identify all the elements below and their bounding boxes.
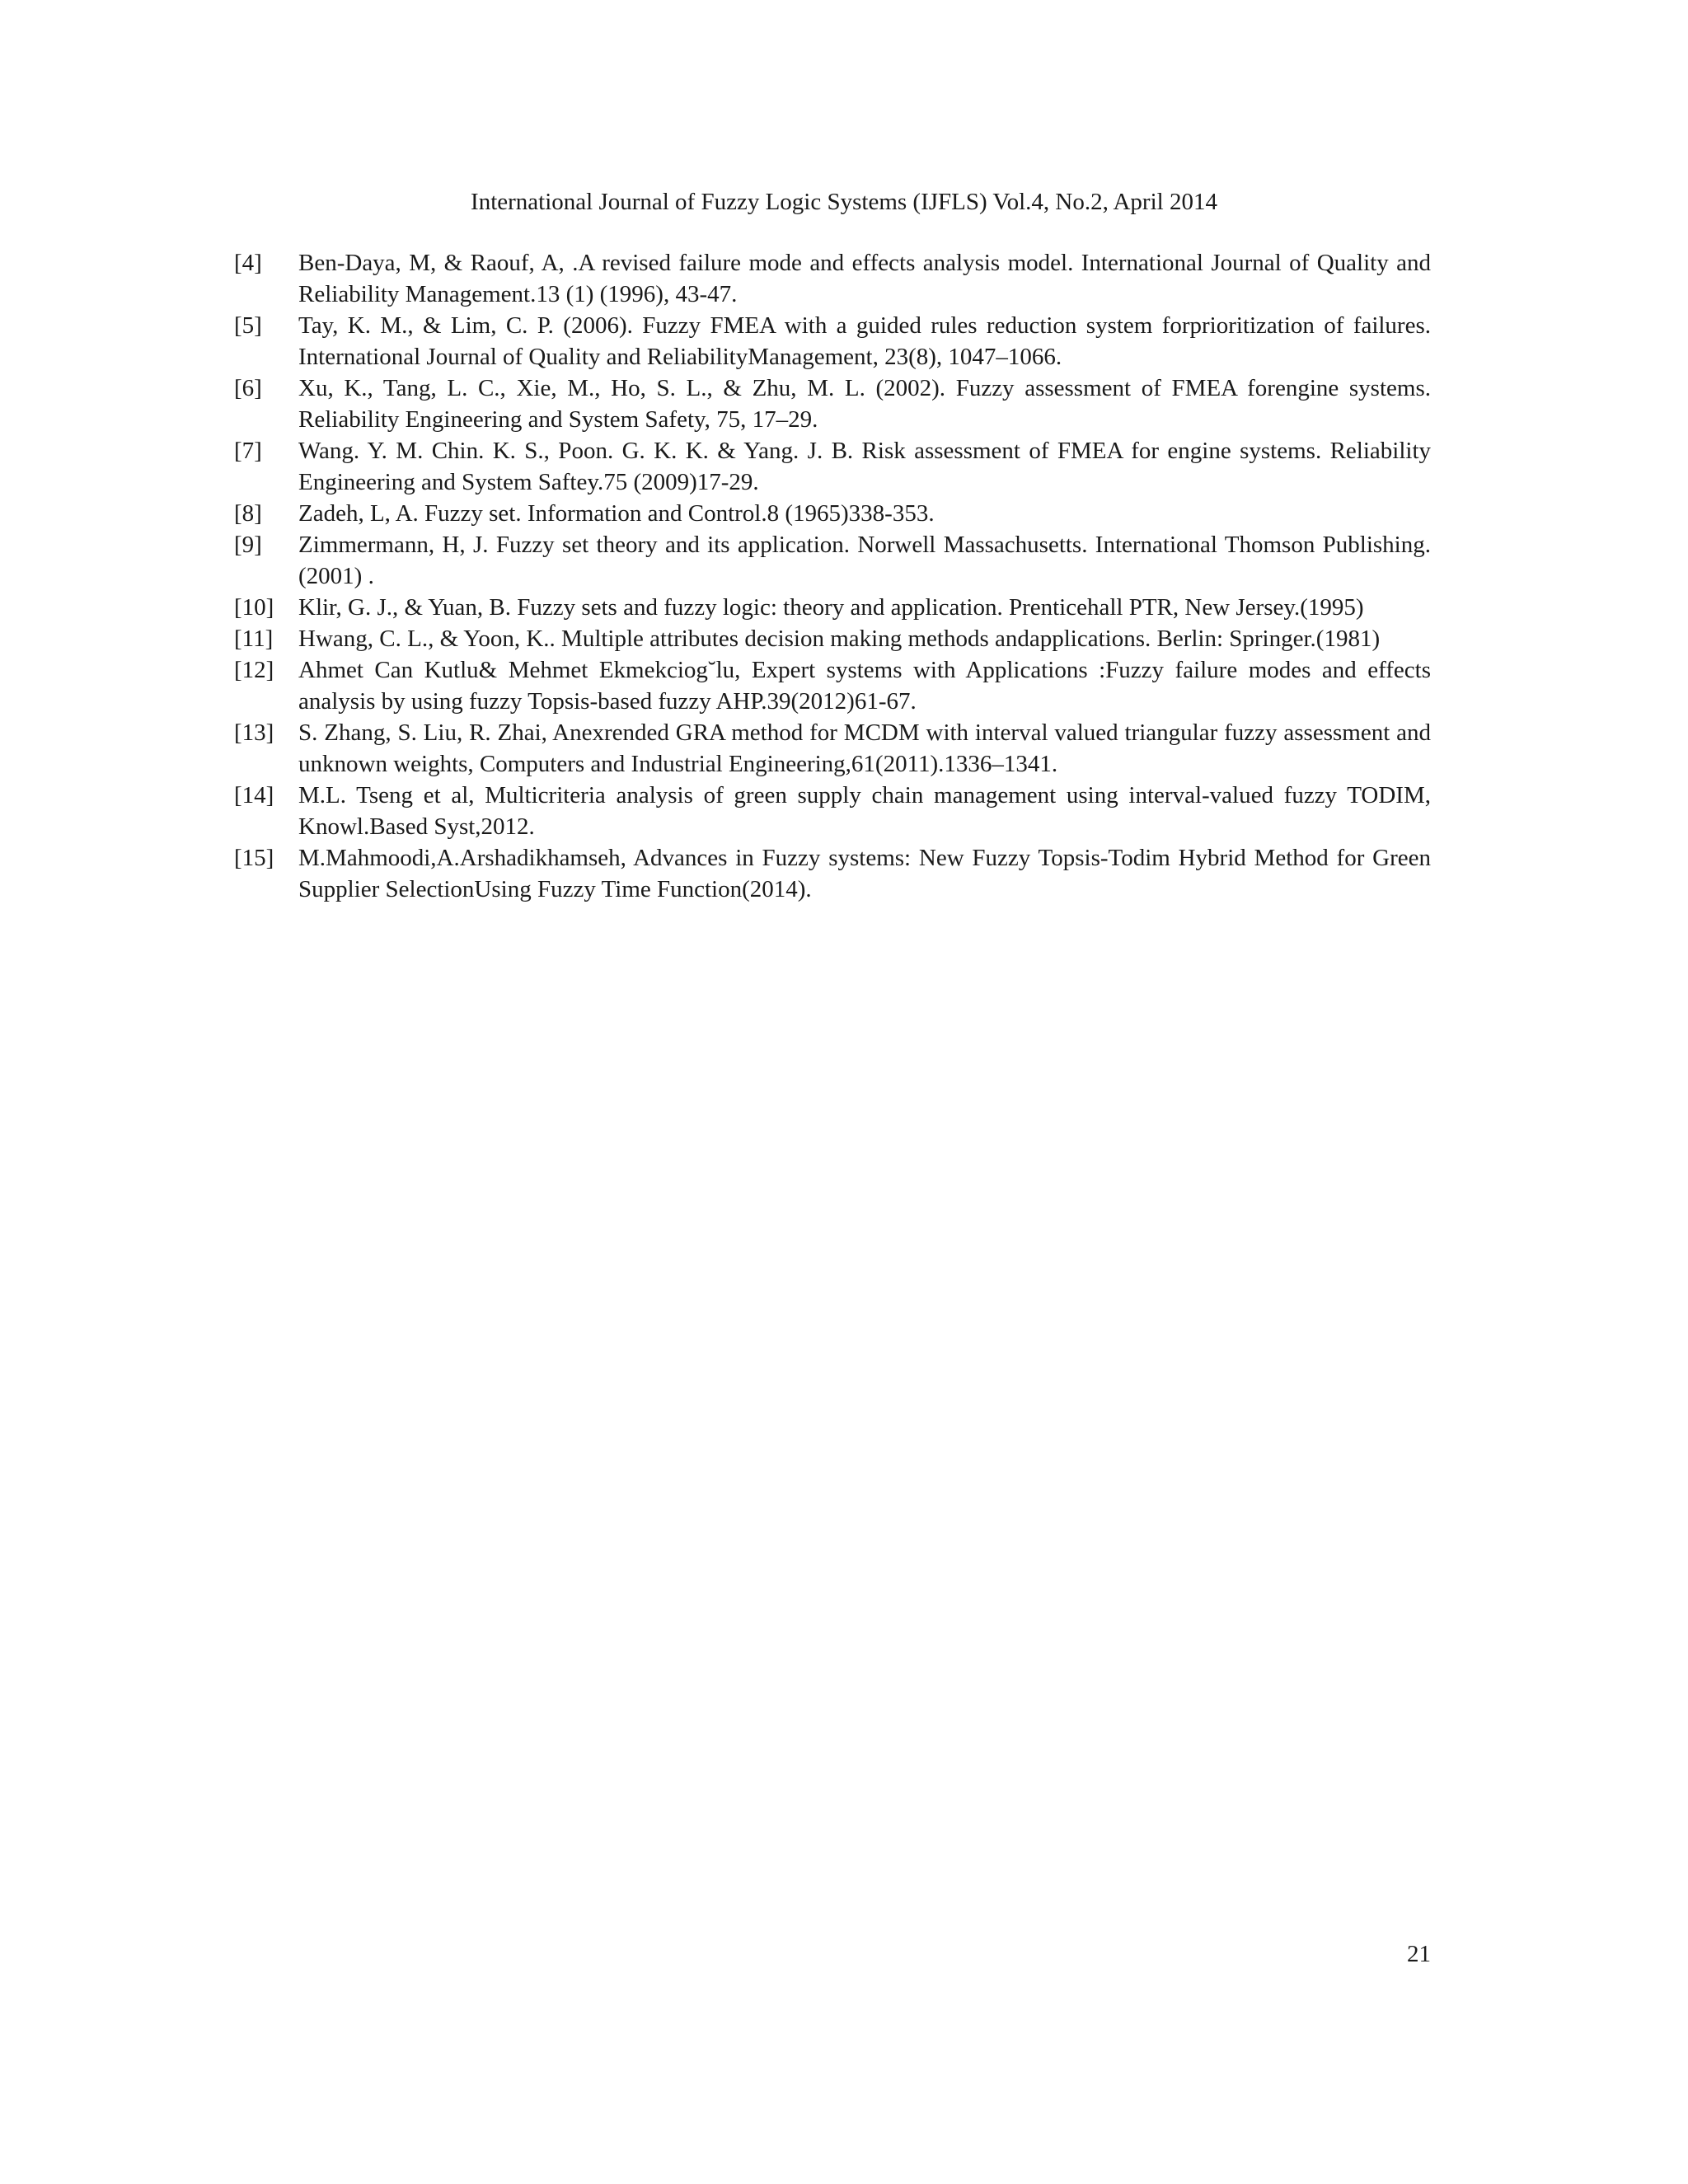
reference-label: [6] (234, 375, 262, 401)
reference-text: Klir, G. J., & Yuan, B. Fuzzy sets and fuzzy logic: theory and application. Prenticehall PTR, New Jersey.(1995) (298, 594, 1364, 621)
reference-text: Wang. Y. M. Chin. K. S., Poon. G. K. K. & Yang. J. B. Risk assessment of FMEA for engine systems. Reliability Engineering and System Saftey.75 (2009)17-29. (298, 438, 1431, 495)
reference-label: [13] (234, 719, 274, 746)
reference-item-6 (234, 373, 1431, 435)
reference-item-5 (234, 310, 1431, 373)
reference-item-9 (234, 529, 1431, 592)
reference-text: Xu, K., Tang, L. C., Xie, M., Ho, S. L., & Zhu, M. L. (2002). Fuzzy assessment of FMEA forengine systems. Reliability Engineering and System Safety, 75, 17–29. (298, 375, 1431, 433)
reference-label: [14] (234, 782, 274, 808)
reference-text: Ben-Daya, M, & Raouf, A, .A revised failure mode and effects analysis model. International Journal of Quality and Reliability Management.13 (1) (1996), 43-47. (298, 250, 1431, 307)
reference-label: [4] (234, 250, 262, 276)
reference-text: M.L. Tseng et al, Multicriteria analysis of green supply chain management using interval-valued fuzzy TODIM, Knowl.Based Syst,2012. (298, 782, 1431, 840)
reference-label: [5] (234, 312, 262, 339)
reference-label: [7] (234, 438, 262, 464)
running-header: International Journal of Fuzzy Logic Systems (IJFLS) Vol.4, No.2, April 2014 (471, 189, 1217, 215)
reference-label: [12] (234, 657, 274, 683)
reference-item-12 (234, 654, 1431, 717)
reference-text: Tay, K. M., & Lim, C. P. (2006). Fuzzy FMEA with a guided rules reduction system forprioritization of failures. International Journal of Quality and ReliabilityManagement, 23(8), 1047–1066. (298, 312, 1431, 370)
reference-item-11 (234, 623, 1431, 654)
reference-text: Ahmet Can Kutlu& Mehmet Ekmekciog˘lu, Expert systems with Applications :Fuzzy failure modes and effects analysis by using fuzzy Topsis-based fuzzy AHP.39(2012)61-67. (298, 657, 1431, 715)
reference-label: [9] (234, 532, 262, 558)
reference-item-13 (234, 717, 1431, 780)
reference-text: Hwang, C. L., & Yoon, K.. Multiple attributes decision making methods andapplications. Berlin: Springer.(1981) (298, 626, 1381, 652)
reference-text: Zimmermann, H, J. Fuzzy set theory and its application. Norwell Massachusetts. International Thomson Publishing. (2001) . (298, 532, 1431, 589)
reference-label: [8] (234, 500, 262, 527)
reference-item-15 (234, 842, 1431, 905)
reference-text: M.Mahmoodi,A.Arshadikhamseh, Advances in Fuzzy systems: New Fuzzy Topsis-Todim Hybrid Method for Green Supplier SelectionUsing Fuzzy Time Function(2014). (298, 845, 1431, 902)
reference-item-10 (234, 592, 1431, 623)
reference-label: [11] (234, 626, 274, 652)
reference-text: S. Zhang, S. Liu, R. Zhai, Anexrended GRA method for MCDM with interval valued triangular fuzzy assessment and unknown weights, Computers and Industrial Engineering,61(2011).1336–1341. (298, 719, 1431, 777)
reference-label: [10] (234, 594, 274, 621)
reference-item-4 (234, 247, 1431, 310)
reference-list (234, 247, 1431, 905)
reference-item-14 (234, 780, 1431, 842)
reference-text: Zadeh, L, A. Fuzzy set. Information and Control.8 (1965)338-353. (298, 500, 935, 527)
reference-label: [15] (234, 845, 274, 871)
page-number: 21 (1407, 1941, 1431, 1967)
reference-item-8 (234, 498, 1431, 529)
reference-item-7 (234, 435, 1431, 498)
